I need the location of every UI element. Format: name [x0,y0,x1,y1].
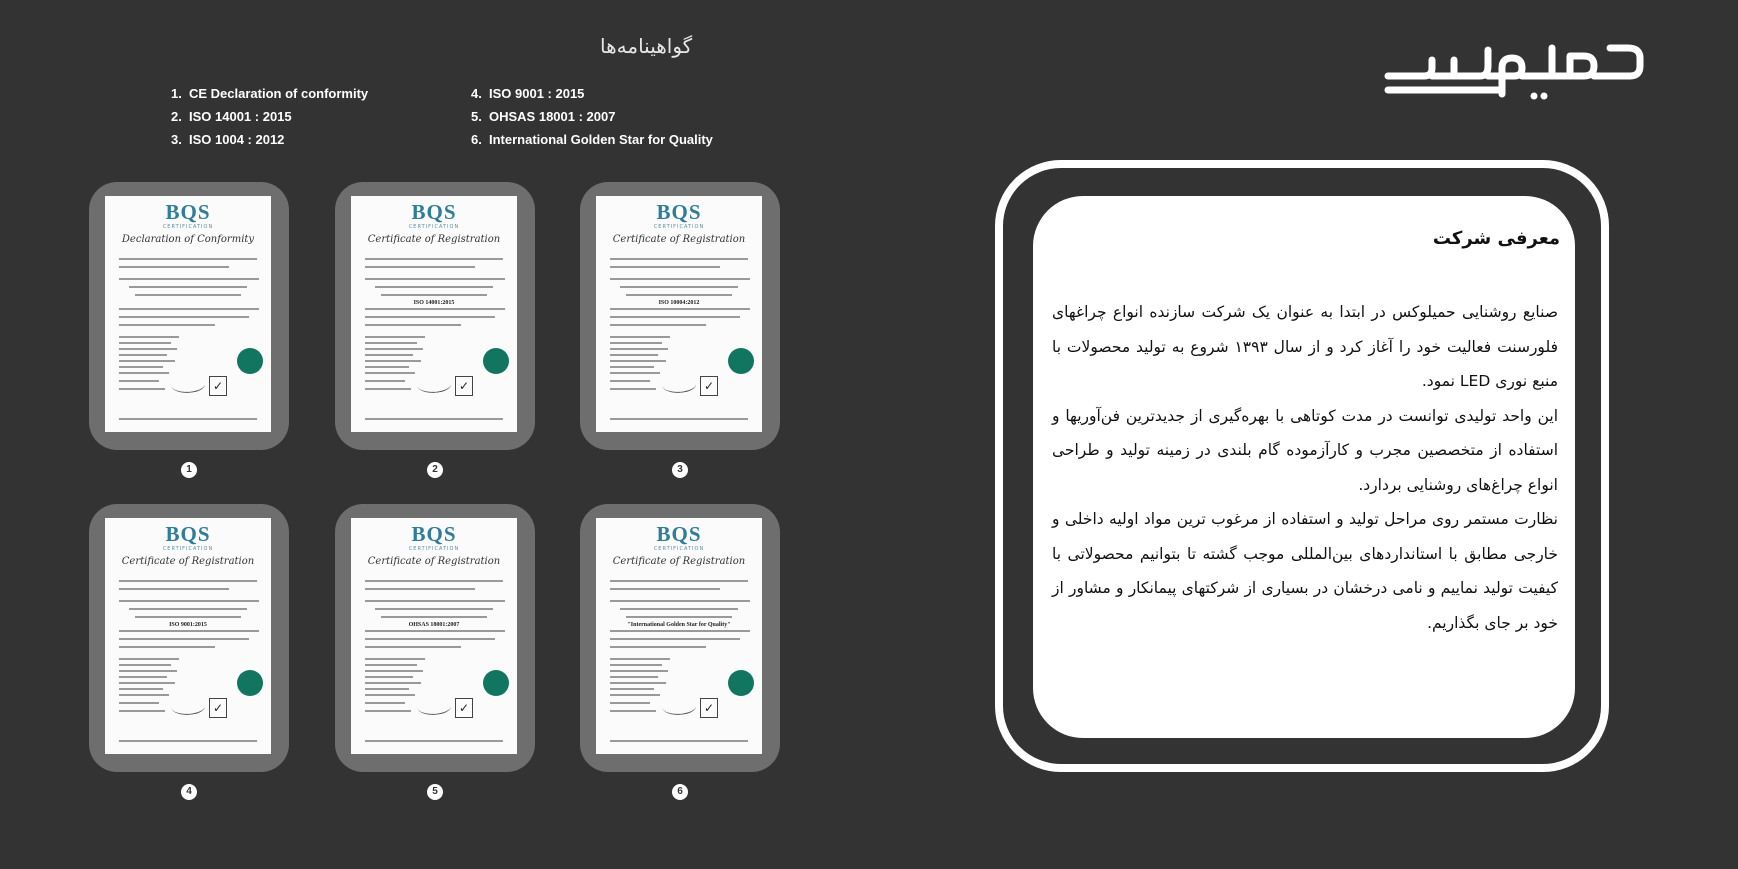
document-text-line [620,286,738,288]
document-text-line [365,658,425,660]
document-text-line [365,676,413,678]
document-text-line [365,336,425,338]
document-text-line [381,616,487,618]
document-text-line [610,664,662,666]
document-text-line [610,354,658,356]
certificate-number-badge: 3 [672,462,688,478]
document-text-line [375,608,493,610]
document-text-line [119,688,163,690]
document-text-line [135,294,241,296]
signature-icon [170,696,206,718]
document-text-line [610,360,666,362]
certificate-card[interactable] [335,504,535,772]
document-text-line [610,342,662,344]
certificate-number-badge: 1 [181,462,197,478]
about-title: معرفی شرکت [1432,228,1560,249]
document-text-line [119,366,163,368]
document-text-line [610,418,748,420]
document-text-line [119,658,179,660]
document-text-line [129,286,247,288]
check-mark-icon: ✓ [455,376,473,396]
certificate-title: Certificate of Registration [121,556,255,567]
list-item: 4. ISO 9001 : 2015 [471,86,585,101]
document-text-line [365,418,503,420]
seal-icon [237,670,263,696]
document-text-line [119,580,257,582]
signature-icon [661,374,697,396]
document-text-line [610,348,668,350]
document-text-line [119,388,165,390]
certificate-standard-label: ISO 10004:2012 [658,300,700,306]
document-text-line [119,278,259,280]
list-item: 2. ISO 14001 : 2015 [171,109,292,124]
document-text-line [610,676,658,678]
document-text-line [365,308,505,310]
document-text-line [119,348,177,350]
certificate-standard-label: "International Golden Star for Quality" [627,622,731,628]
about-paragraph: این واحد تولیدی توانست در مدت کوتاهی با بهره‌گیری از جدیدترین فن‌آوریها و استفاده از متخصصین مجرب و کارآزموده گام بلندی در زمینه تولید و طراحی انواع چراغ‌های روشنایی بردارد. [1052,406,1558,494]
certificate-standard-label: OHSAS 18001:2007 [408,622,460,628]
document-text-line [365,372,415,374]
document-text-line [626,616,732,618]
document-text-line [610,372,660,374]
document-text-line [365,710,411,712]
signature-icon [661,696,697,718]
document-text-line [610,600,750,602]
check-mark-icon: ✓ [700,376,718,396]
document-text-line [119,694,169,696]
bqs-logo-subtitle: CERTIFICATION [653,224,705,230]
document-text-line [610,740,748,742]
document-text-line [610,638,740,640]
signature-icon [416,696,452,718]
certificate-image [105,196,271,432]
document-text-line [119,360,175,362]
document-text-line [119,670,177,672]
brand-logo [1384,38,1646,114]
document-text-line [365,316,495,318]
document-text-line [365,324,461,326]
document-text-line [610,682,666,684]
document-text-line [365,682,421,684]
document-text-line [119,702,159,704]
certificate-card[interactable] [335,182,535,450]
document-text-line [119,630,259,632]
certificates-heading: گواهینامه‌ها [600,34,693,58]
document-text-line [365,258,503,260]
bqs-logo-subtitle: CERTIFICATION [162,546,214,552]
bqs-logo-subtitle: CERTIFICATION [408,224,460,230]
document-text-line [610,308,750,310]
certificate-number-badge: 5 [427,784,443,800]
certificate-card[interactable] [89,504,289,772]
document-text-line [365,278,505,280]
seal-icon [237,348,263,374]
list-item: 5. OHSAS 18001 : 2007 [471,109,616,124]
document-text-line [610,366,654,368]
certificate-list-right [471,82,713,151]
document-text-line [610,388,656,390]
document-text-line [610,702,650,704]
document-text-line [610,258,748,260]
document-text-line [119,324,215,326]
certificate-title: Certificate of Registration [612,556,746,567]
certificate-image [351,518,517,754]
bqs-logo: BQS [411,200,457,224]
document-text-line [365,342,417,344]
bqs-logo: BQS [411,522,457,546]
document-text-line [119,588,229,590]
document-text-line [365,638,495,640]
list-item: 3. ISO 1004 : 2012 [171,132,285,147]
document-text-line [610,646,706,648]
document-text-line [610,694,660,696]
document-text-line [119,682,175,684]
document-text-line [119,710,165,712]
document-text-line [119,646,215,648]
document-text-line [610,380,650,382]
bqs-logo-subtitle: CERTIFICATION [653,546,705,552]
about-paragraph: صنایع روشنایی حمیلوکس در ابتدا به عنوان یک شرکت سازنده انواع چراغهای فلورسنت فعالیت خود را آغاز کرد و از سال ۱۳۹۳ شروع به تولید محصولات با منبع نوری LED نمود. [1052,303,1558,390]
document-text-line [119,258,257,260]
document-text-line [610,266,720,268]
list-item: 1. CE Declaration of conformity [171,86,369,101]
document-text-line [119,342,171,344]
document-text-line [119,380,159,382]
document-text-line [119,266,229,268]
document-text-line [610,278,750,280]
document-text-line [610,324,706,326]
certificate-card[interactable] [89,182,289,450]
about-paragraph: نظارت مستمر روی مراحل تولید و استفاده از مرغوب ترین مواد اولیه داخلی و خارجی مطابق با استانداردهای بین‌المللی موجب گشته تا بتوانیم محصولاتی با کیفیت تولید نماییم و نامی درخشان در بسیاری از شرکتهای پیمانکار و مشاور از خود بر جای بگذاریم. [1052,510,1558,632]
check-mark-icon: ✓ [209,698,227,718]
certificate-image [596,196,762,432]
document-text-line [119,600,259,602]
certificate-list-left [171,82,368,151]
document-text-line [610,670,668,672]
document-text-line [365,740,503,742]
document-text-line [365,580,503,582]
document-text-line [365,702,405,704]
document-text-line [119,740,257,742]
document-text-line [365,354,413,356]
document-text-line [365,694,415,696]
list-item: 6. International Golden Star for Quality [471,132,713,147]
document-text-line [610,580,748,582]
document-text-line [119,354,167,356]
document-text-line [365,664,417,666]
document-text-line [626,294,732,296]
document-text-line [365,688,409,690]
document-text-line [119,336,179,338]
document-text-line [119,676,167,678]
document-text-line [119,664,171,666]
seal-icon [728,670,754,696]
document-text-line [365,348,423,350]
bqs-logo: BQS [165,200,211,224]
document-text-line [610,630,750,632]
check-mark-icon: ✓ [209,376,227,396]
document-text-line [365,388,411,390]
bqs-logo: BQS [165,522,211,546]
document-text-line [365,670,423,672]
document-text-line [365,646,461,648]
document-text-line [610,658,670,660]
document-text-line [610,688,654,690]
seal-icon [483,670,509,696]
seal-icon [483,348,509,374]
certificate-number-badge: 2 [427,462,443,478]
document-text-line [365,630,505,632]
document-text-line [135,616,241,618]
document-text-line [119,308,259,310]
document-text-line [365,588,475,590]
bqs-logo: BQS [656,522,702,546]
document-text-line [129,608,247,610]
certificate-image [351,196,517,432]
document-text-line [365,266,475,268]
document-text-line [119,316,249,318]
certificate-number-badge: 6 [672,784,688,800]
document-text-line [381,294,487,296]
check-mark-icon: ✓ [455,698,473,718]
about-body [1052,295,1558,640]
certificate-image [105,518,271,754]
document-text-line [620,608,738,610]
document-text-line [610,588,720,590]
certificate-card[interactable] [580,182,780,450]
document-text-line [610,710,656,712]
certificate-number-badge: 4 [181,784,197,800]
document-text-line [119,638,249,640]
certificate-title: Certificate of Registration [367,234,501,245]
certificate-title: Declaration of Conformity [121,234,255,245]
document-text-line [365,380,405,382]
document-text-line [610,316,740,318]
document-text-line [119,372,169,374]
check-mark-icon: ✓ [700,698,718,718]
certificate-standard-label: ISO 9001:2015 [169,622,207,628]
signature-icon [170,374,206,396]
bqs-logo-subtitle: CERTIFICATION [408,546,460,552]
document-text-line [365,600,505,602]
certificate-standard-label: ISO 14001:2015 [413,300,455,306]
document-text-line [365,360,421,362]
signature-icon [416,374,452,396]
certificate-title: Certificate of Registration [367,556,501,567]
certificate-image [596,518,762,754]
certificate-title: Certificate of Registration [612,234,746,245]
document-text-line [375,286,493,288]
bqs-logo-subtitle: CERTIFICATION [162,224,214,230]
certificate-card[interactable] [580,504,780,772]
seal-icon [728,348,754,374]
bqs-logo: BQS [656,200,702,224]
document-text-line [610,336,670,338]
document-text-line [119,418,257,420]
document-text-line [365,366,409,368]
